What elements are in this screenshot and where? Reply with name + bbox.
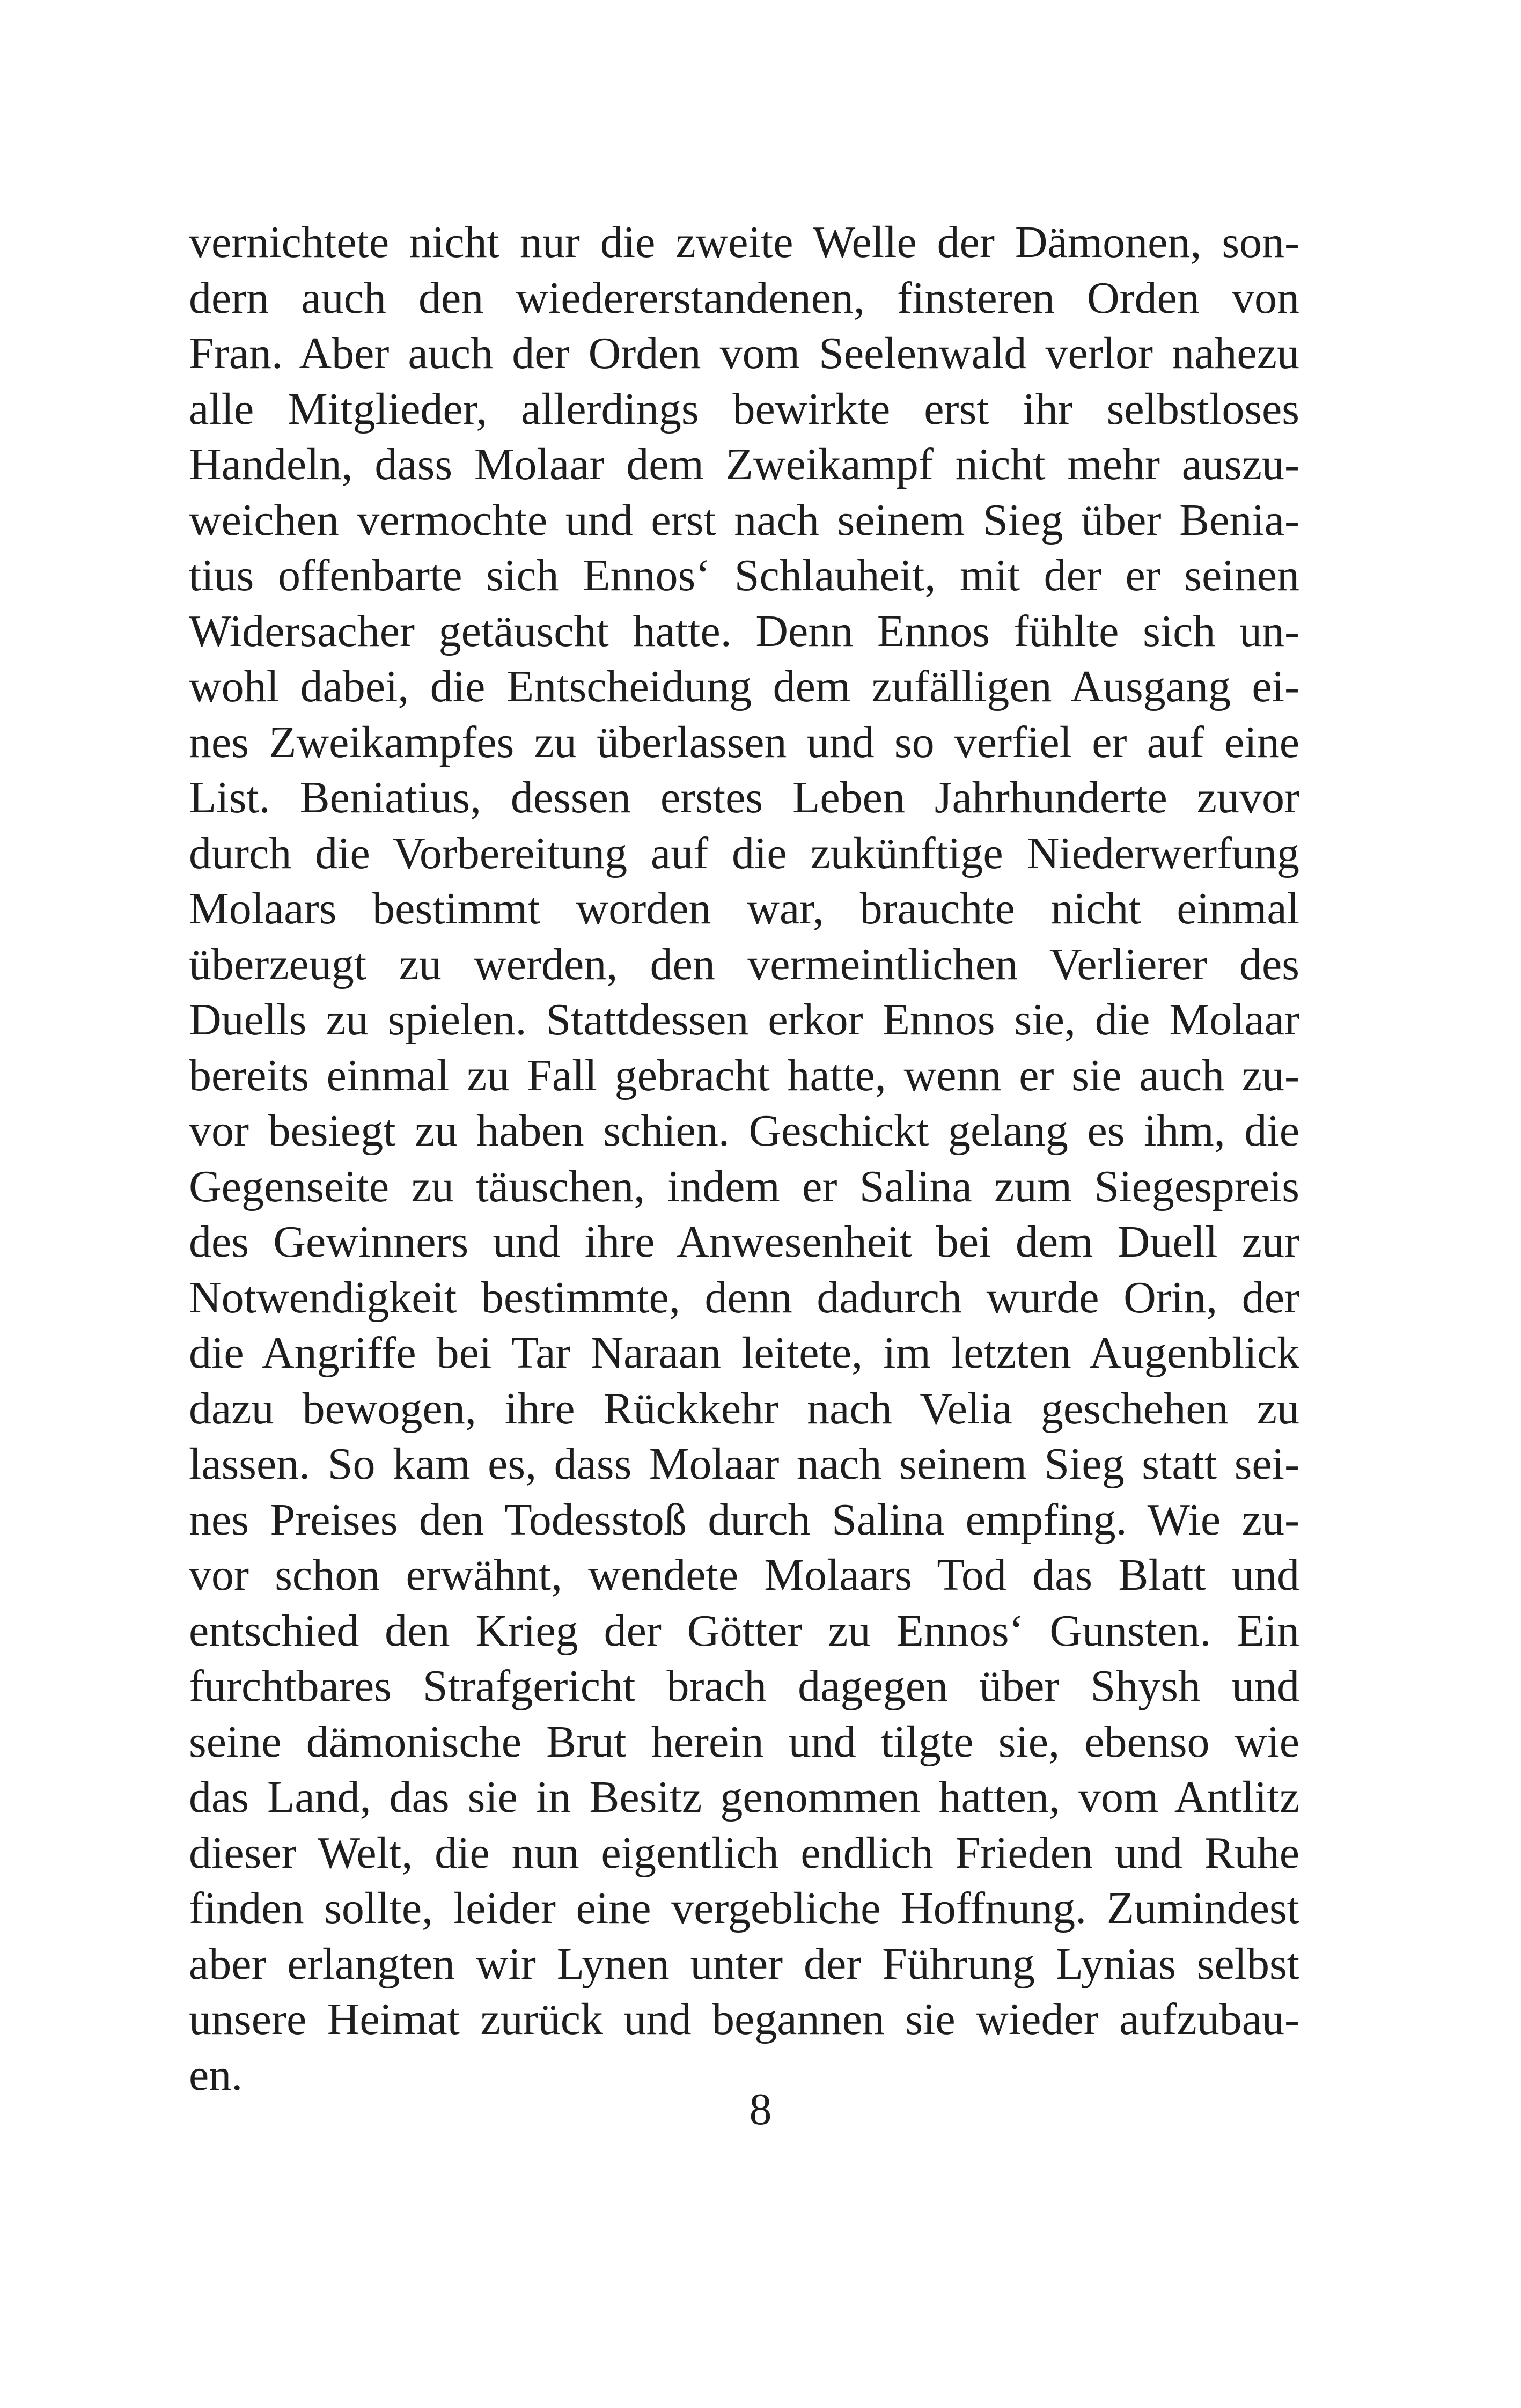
text-line: entschied den Krieg der Götter zu Ennos‘ Gunsten. Ein: [189, 1605, 1299, 1656]
text-line: dieser Welt, die nun eigentlich endlich Frieden und Ruhe: [189, 1827, 1299, 1878]
text-line: aber erlangten wir Lynen unter der Führung Lynias selbst: [189, 1939, 1299, 1989]
text-line: überzeugt zu werden, den vermeintlichen Verlierer des: [189, 939, 1299, 989]
text-line: des Gewinners und ihre Anwesenheit bei dem Duell zur: [189, 1217, 1299, 1267]
text-line: dern auch den wiedererstandenen, finsteren Orden von: [189, 273, 1299, 323]
text-line: weichen vermochte und erst nach seinem Sieg über Benia-: [189, 495, 1299, 545]
text-line: Molaars bestimmt worden war, brauchte nicht einmal: [189, 884, 1299, 934]
body-paragraph: [189, 215, 1299, 2103]
text-line: vor besiegt zu haben schien. Geschickt gelang es ihm, die: [189, 1106, 1299, 1156]
text-line: das Land, das sie in Besitz genommen hatten, vom Antlitz: [189, 1772, 1299, 1822]
page-number: 8: [749, 2084, 772, 2134]
text-line: tius offenbarte sich Ennos‘ Schlauheit, mit der er seinen: [189, 550, 1299, 600]
text-line: unsere Heimat zurück und begannen sie wieder aufzubau-: [189, 1994, 1299, 2044]
text-line: Widersacher getäuscht hatte. Denn Ennos fühlte sich un-: [189, 606, 1299, 656]
text-line: Duells zu spielen. Stattdessen erkor Ennos sie, die Molaar: [189, 995, 1299, 1045]
text-line: wohl dabei, die Entscheidung dem zufälligen Ausgang ei-: [189, 662, 1299, 711]
text-line: dazu bewogen, ihre Rückkehr nach Velia geschehen zu: [189, 1383, 1299, 1434]
text-line: finden sollte, leider eine vergebliche Hoffnung. Zumindest: [189, 1883, 1299, 1933]
text-line: seine dämonische Brut herein und tilgte sie, ebenso wie: [189, 1716, 1299, 1767]
text-line: alle Mitglieder, allerdings bewirkte erst ihr selbstloses: [189, 384, 1299, 434]
text-line: vernichtete nicht nur die zweite Welle der Dämonen, son-: [189, 217, 1299, 267]
text-line: Fran. Aber auch der Orden vom Seelenwald verlor nahezu: [189, 328, 1299, 378]
text-line: Handeln, dass Molaar dem Zweikampf nicht mehr auszu-: [189, 439, 1299, 489]
text-line: die Angriffe bei Tar Naraan leitete, im letzten Augenblick: [189, 1328, 1299, 1378]
text-line: bereits einmal zu Fall gebracht hatte, wenn er sie auch zu-: [189, 1050, 1299, 1100]
text-line: nes Zweikampfes zu überlassen und so verfiel er auf eine: [189, 717, 1299, 767]
text-line: vor schon erwähnt, wendete Molaars Tod das Blatt und: [189, 1550, 1299, 1600]
text-line: furchtbares Strafgericht brach dagegen über Shysh und: [189, 1661, 1299, 1711]
text-line: nes Preises den Todesstoß durch Salina empfing. Wie zu-: [189, 1494, 1299, 1545]
text-line: en.: [189, 2050, 243, 2100]
text-line: lassen. So kam es, dass Molaar nach seinem Sieg statt sei-: [189, 1439, 1299, 1489]
text-line: durch die Vorbereitung auf die zukünftige Niederwerfung: [189, 828, 1299, 878]
text-line: List. Beniatius, dessen erstes Leben Jahrhunderte zuvor: [189, 773, 1299, 823]
text-line: Notwendigkeit bestimmte, denn dadurch wurde Orin, der: [189, 1272, 1299, 1323]
text-line: Gegenseite zu täuschen, indem er Salina zum Siegespreis: [189, 1161, 1299, 1212]
